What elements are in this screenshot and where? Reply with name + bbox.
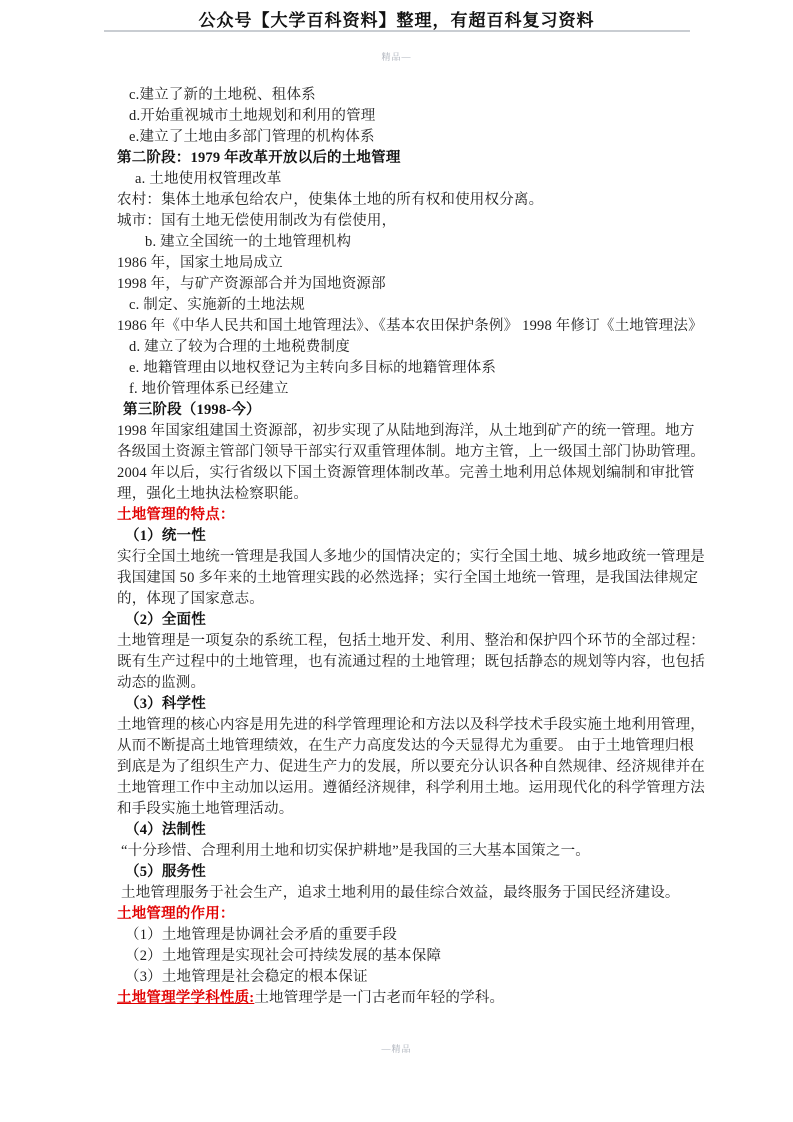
watermark-top: 精品— xyxy=(381,52,412,62)
text-line xyxy=(117,673,692,694)
header-divider xyxy=(104,30,690,32)
text-line xyxy=(117,148,692,169)
text-line xyxy=(117,127,692,148)
text-run: f. 地价管理体系已经建立 xyxy=(129,381,289,397)
text-run: （4）法制性 xyxy=(125,822,206,838)
text-line xyxy=(117,967,692,988)
page-header-title: 公众号【大学百科资料】整理，有超百科复习资料 xyxy=(198,11,595,30)
text-run: d.开始重视城市土地规划和利用的管理 xyxy=(129,108,376,124)
text-run: e.建立了土地由多部门管理的机构体系 xyxy=(129,129,375,145)
text-run: c. 制定、实施新的土地法规 xyxy=(129,297,305,313)
text-run: 2004 年以后，实行省级以下国土资源管理体制改革。完善土地利用总体规划编制和审批管 xyxy=(117,465,695,481)
text-line xyxy=(117,232,692,253)
text-run: （1）土地管理是协调社会矛盾的重要手段 xyxy=(125,927,398,943)
text-line xyxy=(117,841,692,862)
text-run: a. 土地使用权管理改革 xyxy=(135,171,282,187)
text-line xyxy=(117,631,705,652)
text-run: （3）土地管理是社会稳定的根本保证 xyxy=(125,969,368,985)
text-line xyxy=(117,736,695,757)
text-line xyxy=(117,211,692,232)
text-line xyxy=(117,610,692,631)
text-run: 1986 年《中华人民共和国土地管理法》、《基本农田保护条例》 1998 年修订《土地管理法》 xyxy=(117,318,703,334)
text-line xyxy=(117,421,695,442)
text-run: 土地管理是一项复杂的系统工程，包括土地开发、利用、整治和保护四个环节的全部过程： xyxy=(117,633,705,649)
text-line xyxy=(117,484,692,505)
text-line xyxy=(117,85,692,106)
text-run: d. 建立了较为合理的土地税费制度 xyxy=(129,339,350,355)
text-run: 土地管理学学科性质: xyxy=(117,990,255,1006)
text-line xyxy=(117,379,692,400)
text-run: 动态的监测。 xyxy=(117,675,206,691)
text-line xyxy=(117,652,705,673)
text-line xyxy=(117,442,705,463)
text-run: （1）统一性 xyxy=(125,528,206,544)
text-run: 第二阶段：1979 年改革开放以后的土地管理 xyxy=(117,150,401,166)
text-line xyxy=(117,526,692,547)
text-run: 农村：集体土地承包给农户，使集体土地的所有权和使用权分离。 xyxy=(117,192,544,208)
text-run: 土地管理的特点： xyxy=(117,507,235,523)
text-run: 我国建国 50 多年来的土地管理实践的必然选择；实行全国土地统一管理，是我国法律规定 xyxy=(117,570,699,586)
text-run: 城市：国有土地无偿使用制改为有偿使用， xyxy=(117,213,397,229)
text-run: 土地管理工作中主动加以运用。遵循经济规律，科学利用土地。运用现代化的科学管理方法 xyxy=(117,780,705,796)
text-run: b. 建立全国统一的土地管理机构 xyxy=(145,234,352,250)
text-line xyxy=(117,715,705,736)
text-run: 的，体现了国家意志。 xyxy=(117,591,264,607)
text-line xyxy=(117,547,705,568)
document-body xyxy=(117,85,705,1009)
text-line xyxy=(117,337,692,358)
text-run: 理，强化土地执法检察职能。 xyxy=(117,486,309,502)
text-run: c.建立了新的土地税、租体系 xyxy=(129,87,316,103)
text-line xyxy=(117,820,692,841)
text-line xyxy=(117,253,692,274)
text-line xyxy=(117,757,705,778)
text-line xyxy=(117,862,692,883)
text-run: 土地管理服务于社会生产，追求土地利用的最佳综合效益，最终服务于国民经济建设。 xyxy=(121,885,680,901)
text-line xyxy=(117,988,692,1009)
text-line xyxy=(117,463,695,484)
text-line xyxy=(117,925,692,946)
text-run: 和手段实施土地管理活动。 xyxy=(117,801,294,817)
text-run: 到底是为了组织生产力、促进生产力的发展，所以要充分认识各种自然规律、经济规律并在 xyxy=(117,759,705,775)
text-run: （2）全面性 xyxy=(125,612,206,628)
text-line xyxy=(117,904,692,925)
watermark-bottom: —精品 xyxy=(381,1044,412,1054)
text-run: 土地管理学是一门古老而年轻的学科。 xyxy=(254,990,505,1006)
text-run: 土地管理的核心内容是用先进的科学管理理论和方法以及科学技术手段实施土地利用管理， xyxy=(117,717,705,733)
text-line xyxy=(117,400,692,421)
text-run: 各级国土资源主管部门领导干部实行双重管理体制。地方主管，上一级国土部门协助管理。 xyxy=(117,444,705,460)
text-run: （2）土地管理是实现社会可持续发展的基本保障 xyxy=(125,948,442,964)
text-line xyxy=(117,274,692,295)
text-run: 实行全国土地统一管理是我国人多地少的国情决定的；实行全国土地、城乡地政统一管理是 xyxy=(117,549,705,565)
text-line xyxy=(117,694,692,715)
text-line xyxy=(117,295,692,316)
text-run: 1998 年，与矿产资源部合并为国地资源部 xyxy=(117,276,386,292)
text-line xyxy=(117,568,699,589)
text-run: 从而不断提高土地管理绩效，在生产力高度发达的今天显得尤为重要。 由于土地管理归根 xyxy=(117,738,695,754)
text-line xyxy=(117,799,692,820)
text-run: 既有生产过程中的土地管理，也有流通过程的土地管理；既包括静态的规划等内容，也包括 xyxy=(117,654,705,670)
text-run: 1998 年国家组建国土资源部，初步实现了从陆地到海洋，从土地到矿产的统一管理。地方 xyxy=(117,423,695,439)
text-line xyxy=(117,589,692,610)
text-run: e. 地籍管理由以地权登记为主转向多目标的地籍管理体系 xyxy=(129,360,497,376)
text-line xyxy=(117,190,692,211)
text-line xyxy=(117,505,692,526)
text-run: 土地管理的作用： xyxy=(117,906,235,922)
text-line xyxy=(117,946,692,967)
text-line xyxy=(117,358,692,379)
text-run: （3）科学性 xyxy=(125,696,206,712)
text-line xyxy=(117,778,705,799)
text-run: 1986 年，国家土地局成立 xyxy=(117,255,283,271)
text-run: 第三阶段（1998-今） xyxy=(123,402,261,418)
text-run: “十分珍惜、合理利用土地和切实保护耕地”是我国的三大基本国策之一。 xyxy=(121,843,590,859)
text-line xyxy=(117,883,692,904)
text-run: （5）服务性 xyxy=(125,864,206,880)
text-line xyxy=(117,106,692,127)
text-line xyxy=(117,316,703,337)
text-line xyxy=(117,169,692,190)
